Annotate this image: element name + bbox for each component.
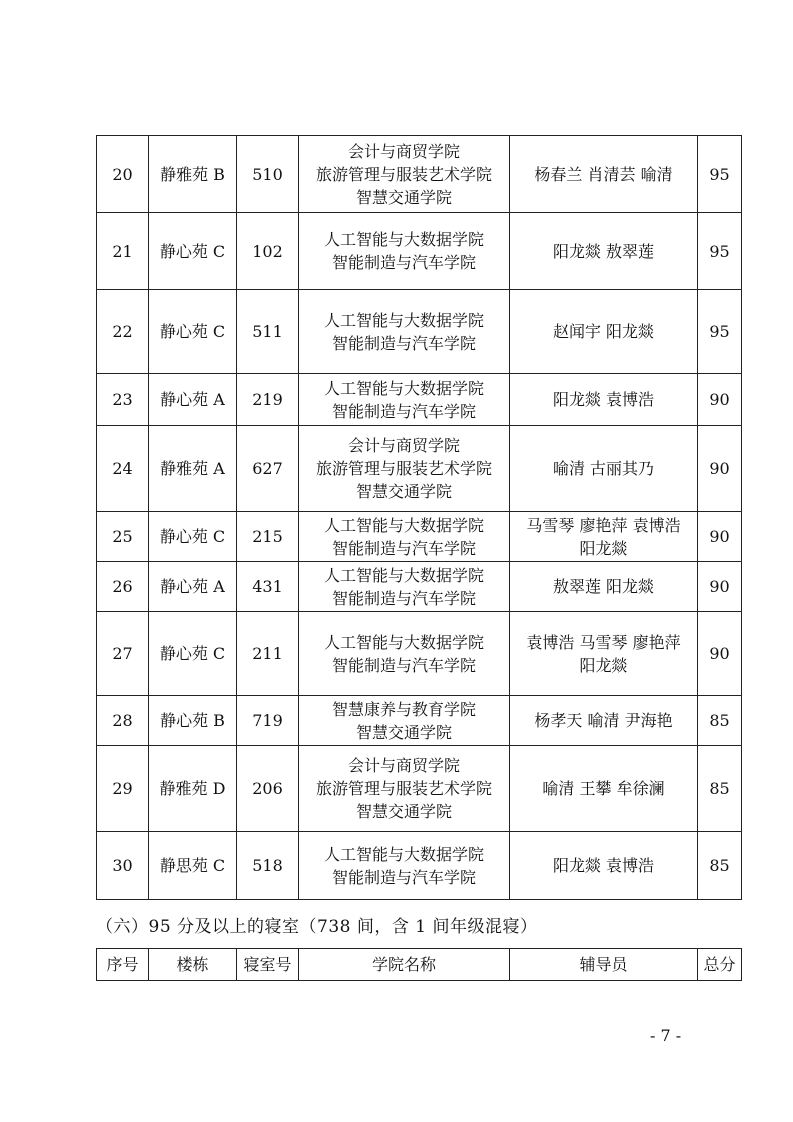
cell-room-text: 627	[252, 459, 283, 478]
cell-no	[97, 426, 149, 512]
cell-counselor	[510, 426, 698, 512]
cell-room-text: 102	[252, 241, 283, 261]
cell-building	[149, 426, 237, 512]
cell-no-text: 20	[112, 164, 133, 184]
cell-counselor-text: 喻清 古丽其乃	[552, 459, 655, 478]
table-row	[97, 136, 742, 213]
cell-college	[299, 512, 510, 562]
cell-room	[237, 136, 299, 213]
cell-counselor-text: 敖翠莲 阳龙燚	[552, 577, 655, 596]
cell-college-text: 人工智能与大数据学院	[323, 515, 484, 535]
cell-college-text: 智能制造与汽车学院	[331, 333, 476, 353]
cell-building-text: 静思苑 C	[159, 856, 226, 875]
cell-counselor	[510, 696, 698, 746]
cell-counselor	[510, 290, 698, 374]
cell-college-text: 人工智能与大数据学院	[323, 632, 484, 652]
cell-counselor	[510, 612, 698, 696]
cell-score	[698, 746, 742, 832]
cell-score-text: 90	[709, 390, 730, 409]
cell-college-text: 智慧交通学院	[355, 722, 452, 742]
cell-building-text: 静心苑 C	[159, 644, 226, 663]
cell-college	[299, 832, 510, 900]
cell-college-text: 智能制造与汽车学院	[331, 401, 476, 421]
cell-college-text: 人工智能与大数据学院	[323, 310, 484, 330]
cell-college	[299, 136, 510, 213]
cell-room	[237, 374, 299, 426]
cell-room	[237, 696, 299, 746]
cell-college-text: 会计与商贸学院	[347, 141, 460, 161]
cell-room-text: 219	[252, 390, 283, 409]
cell-college-text: 旅游管理与服装艺术学院	[315, 779, 492, 798]
cell-score-text: 95	[709, 322, 730, 341]
cell-room-text: 719	[252, 711, 283, 730]
cell-score-text: 90	[709, 459, 730, 478]
cell-score-text: 90	[709, 527, 730, 546]
cell-room-text: 206	[252, 779, 283, 798]
cell-counselor-text: 杨春兰 肖清芸 喻清	[534, 164, 673, 184]
cell-score-text: 85	[709, 779, 730, 798]
cell-room-text: 511	[252, 322, 283, 341]
cell-score-text: 85	[709, 856, 730, 875]
cell-score-text: 85	[709, 711, 730, 730]
dorm-score-table	[96, 135, 742, 900]
cell-no	[97, 612, 149, 696]
cell-building	[149, 213, 237, 290]
cell-counselor	[510, 562, 698, 612]
cell-no	[97, 374, 149, 426]
cell-counselor-text: 赵闻宇 阳龙燚	[552, 322, 655, 341]
cell-score	[698, 696, 742, 746]
cell-score	[698, 136, 742, 213]
cell-building	[149, 290, 237, 374]
cell-no-text: 29	[112, 779, 133, 798]
cell-room-text: 211	[252, 644, 283, 663]
table-row	[97, 612, 742, 696]
cell-room-text: 431	[252, 577, 283, 596]
cell-building	[149, 562, 237, 612]
cell-counselor	[510, 374, 698, 426]
cell-score	[698, 290, 742, 374]
table-row	[97, 832, 742, 900]
table-row	[97, 512, 742, 562]
cell-building	[149, 512, 237, 562]
cell-college-text: 智能制造与汽车学院	[331, 538, 476, 558]
cell-counselor-text: 袁博浩 马雪琴 廖艳萍	[526, 632, 681, 652]
header-no: 序号	[97, 949, 149, 981]
cell-counselor-text: 阳龙燚	[579, 655, 628, 675]
cell-room-text: 518	[252, 856, 283, 875]
cell-no-text: 24	[112, 459, 133, 478]
cell-college-text: 智慧康养与教育学院	[331, 699, 476, 719]
table-row	[97, 374, 742, 426]
cell-room	[237, 562, 299, 612]
cell-college-text: 智慧交通学院	[355, 802, 452, 821]
cell-score-text: 90	[709, 644, 730, 663]
cell-score-text: 90	[709, 577, 730, 596]
cell-score	[698, 832, 742, 900]
cell-building-text: 静心苑 A	[160, 577, 225, 596]
cell-room	[237, 612, 299, 696]
cell-college-text: 智慧交通学院	[355, 187, 452, 207]
cell-building-text: 静雅苑 D	[159, 779, 226, 798]
cell-room-text: 510	[252, 164, 283, 184]
cell-college-text: 旅游管理与服装艺术学院	[315, 164, 492, 184]
cell-building	[149, 832, 237, 900]
page-number: - 7 -	[650, 1026, 682, 1045]
header-score: 总分	[698, 949, 742, 981]
cell-no-text: 22	[112, 322, 133, 341]
header-building: 楼栋	[149, 949, 237, 981]
cell-building-text: 静心苑 B	[160, 711, 225, 730]
cell-score-text: 95	[709, 164, 730, 184]
cell-score	[698, 562, 742, 612]
cell-room-text: 215	[252, 527, 283, 546]
cell-counselor	[510, 832, 698, 900]
cell-college-text: 人工智能与大数据学院	[323, 378, 484, 398]
cell-college-text: 人工智能与大数据学院	[323, 230, 484, 249]
cell-building	[149, 136, 237, 213]
cell-room	[237, 213, 299, 290]
cell-college-text: 智能制造与汽车学院	[331, 588, 476, 608]
cell-no-text: 25	[112, 527, 133, 546]
cell-room	[237, 832, 299, 900]
cell-college	[299, 612, 510, 696]
cell-no-text: 27	[112, 644, 133, 663]
cell-no-text: 30	[112, 856, 133, 875]
cell-score	[698, 374, 742, 426]
cell-score-text: 95	[709, 241, 730, 261]
cell-college-text: 智慧交通学院	[355, 482, 452, 501]
cell-college-text: 旅游管理与服装艺术学院	[315, 459, 492, 478]
cell-building-text: 静雅苑 B	[160, 164, 225, 184]
cell-college	[299, 746, 510, 832]
cell-college-text: 智能制造与汽车学院	[331, 867, 476, 887]
cell-room	[237, 746, 299, 832]
header-room: 寝室号	[237, 949, 299, 981]
cell-counselor-text: 阳龙燚	[579, 538, 628, 558]
cell-building-text: 静心苑 C	[159, 322, 226, 341]
cell-score	[698, 612, 742, 696]
dorm-score-table-body	[97, 136, 742, 900]
cell-score	[698, 426, 742, 512]
cell-no-text: 23	[112, 390, 133, 409]
cell-no-text: 21	[112, 241, 133, 261]
cell-no	[97, 696, 149, 746]
cell-college	[299, 696, 510, 746]
cell-counselor-text: 阳龙燚 敖翠莲	[552, 241, 655, 261]
cell-college-text: 智能制造与汽车学院	[331, 253, 476, 272]
cell-building-text: 静心苑 A	[160, 390, 225, 409]
cell-college-text: 人工智能与大数据学院	[323, 565, 484, 585]
cell-college	[299, 374, 510, 426]
cell-counselor	[510, 136, 698, 213]
cell-college-text: 智能制造与汽车学院	[331, 655, 476, 675]
cell-building	[149, 746, 237, 832]
cell-building-text: 静心苑 C	[159, 527, 226, 546]
cell-college	[299, 562, 510, 612]
cell-no-text: 28	[112, 711, 133, 730]
table-row	[97, 562, 742, 612]
table-row	[97, 746, 742, 832]
next-table-header	[96, 948, 742, 981]
cell-no-text: 26	[112, 577, 133, 596]
header-counselor: 辅导员	[510, 949, 698, 981]
cell-counselor-text: 杨孝天 喻清 尹海艳	[534, 711, 673, 730]
cell-college	[299, 290, 510, 374]
cell-college	[299, 426, 510, 512]
cell-room	[237, 512, 299, 562]
cell-building-text: 静心苑 C	[159, 241, 226, 261]
cell-building-text: 静雅苑 A	[160, 459, 225, 478]
table-row	[97, 426, 742, 512]
table-row	[97, 696, 742, 746]
cell-room	[237, 290, 299, 374]
cell-counselor-text: 喻清 王攀 牟徐澜	[542, 779, 665, 798]
cell-college-text: 人工智能与大数据学院	[323, 844, 484, 864]
cell-no	[97, 562, 149, 612]
cell-no	[97, 832, 149, 900]
header-college: 学院名称	[299, 949, 510, 981]
cell-no	[97, 213, 149, 290]
cell-counselor	[510, 213, 698, 290]
cell-no	[97, 290, 149, 374]
cell-score	[698, 213, 742, 290]
table-row	[97, 290, 742, 374]
cell-building	[149, 612, 237, 696]
table-row	[97, 213, 742, 290]
cell-room	[237, 426, 299, 512]
cell-counselor	[510, 512, 698, 562]
cell-score	[698, 512, 742, 562]
cell-no	[97, 746, 149, 832]
section-title: （六）95 分及以上的寝室（738 间，含 1 间年级混寝）	[96, 917, 538, 937]
cell-college-text: 会计与商贸学院	[347, 436, 460, 455]
cell-counselor-text: 阳龙燚 袁博浩	[552, 856, 655, 875]
cell-building	[149, 696, 237, 746]
cell-counselor-text: 阳龙燚 袁博浩	[552, 390, 655, 409]
cell-counselor	[510, 746, 698, 832]
cell-college-text: 会计与商贸学院	[347, 756, 460, 775]
cell-no	[97, 512, 149, 562]
cell-building	[149, 374, 237, 426]
cell-college	[299, 213, 510, 290]
cell-counselor-text: 马雪琴 廖艳萍 袁博浩	[526, 515, 681, 535]
header-row	[97, 949, 742, 981]
cell-no	[97, 136, 149, 213]
